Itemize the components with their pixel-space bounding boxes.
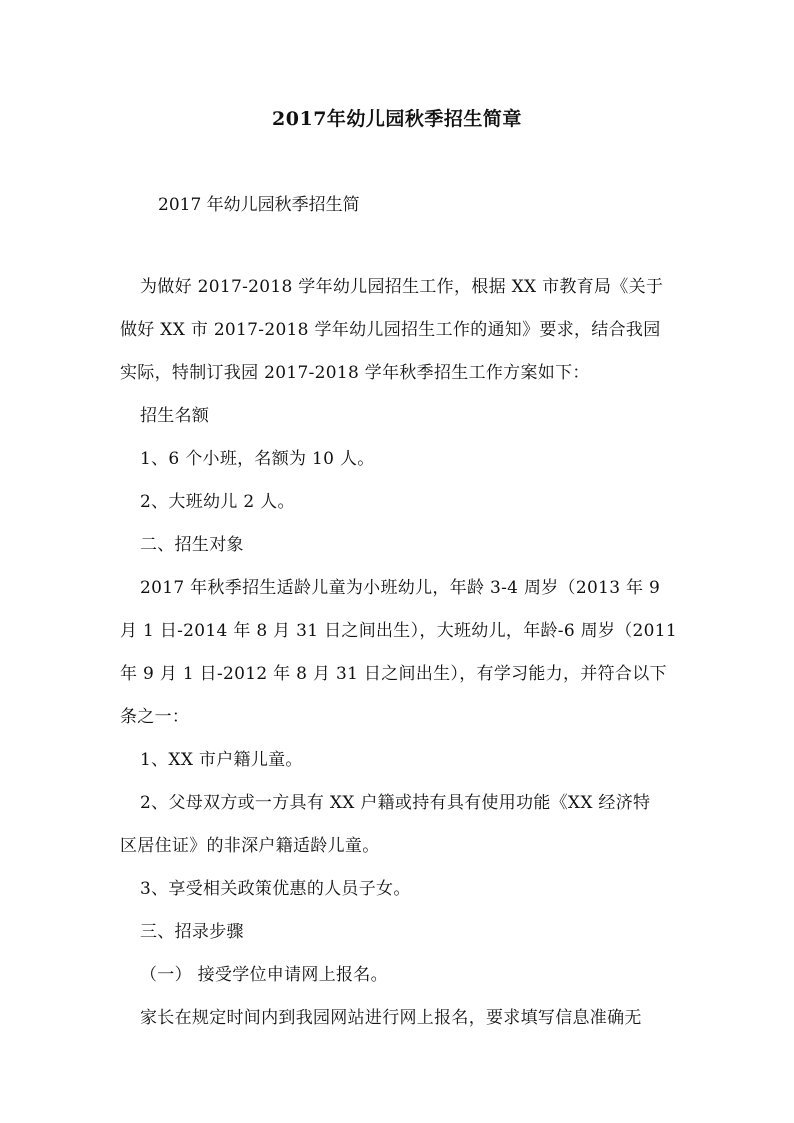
paragraph-line: 为做好 2017-2018 学年幼儿园招生工作，根据 XX 市教育局《关于 [140,277,664,297]
list-item: 2、父母双方或一方具有 XX 户籍或持有具有使用功能《XX 经济特 [140,793,651,813]
paragraph-line: 实际，特制订我园 2017-2018 学年秋季招生工作方案如下： [120,363,590,383]
list-item: 1、XX 市户籍儿童。 [140,750,303,770]
section-heading: 招生名额 [140,406,210,426]
subsection-heading: （一） 接受学位申请网上报名。 [140,965,388,985]
list-item: 2、大班幼儿 2 人。 [140,492,295,512]
paragraph-line: 区居住证》的非深户籍适龄儿童。 [120,836,380,856]
section-heading: 二、招生对象 [140,535,244,555]
paragraph-line: 月 1 日-2014 年 8 月 31 日之间出生），大班幼儿，年龄-6 周岁（2011 [120,621,678,641]
document-subtitle: 2017 年幼儿园秋季招生简 [158,195,360,215]
paragraph-line: 做好 XX 市 2017-2018 学年幼儿园招生工作的通知》要求，结合我园 [120,320,661,340]
list-item: 3、享受相关政策优惠的人员子女。 [140,879,411,899]
paragraph-line: 2017 年秋季招生适龄儿童为小班幼儿，年龄 3-4 周岁（2013 年 9 [140,578,661,598]
section-heading: 三、招录步骤 [140,922,244,942]
paragraph-line: 年 9 月 1 日-2012 年 8 月 31 日之间出生），有学习能力，并符合以下 [120,664,667,684]
paragraph-line: 家长在规定时间内到我园网站进行网上报名，要求填写信息准确无 [140,1008,642,1028]
list-item: 1、6 个小班，名额为 10 人。 [140,449,375,469]
paragraph-line: 条之一： [120,707,190,727]
document-title: 2017年幼儿园秋季招生简章 [272,108,522,130]
